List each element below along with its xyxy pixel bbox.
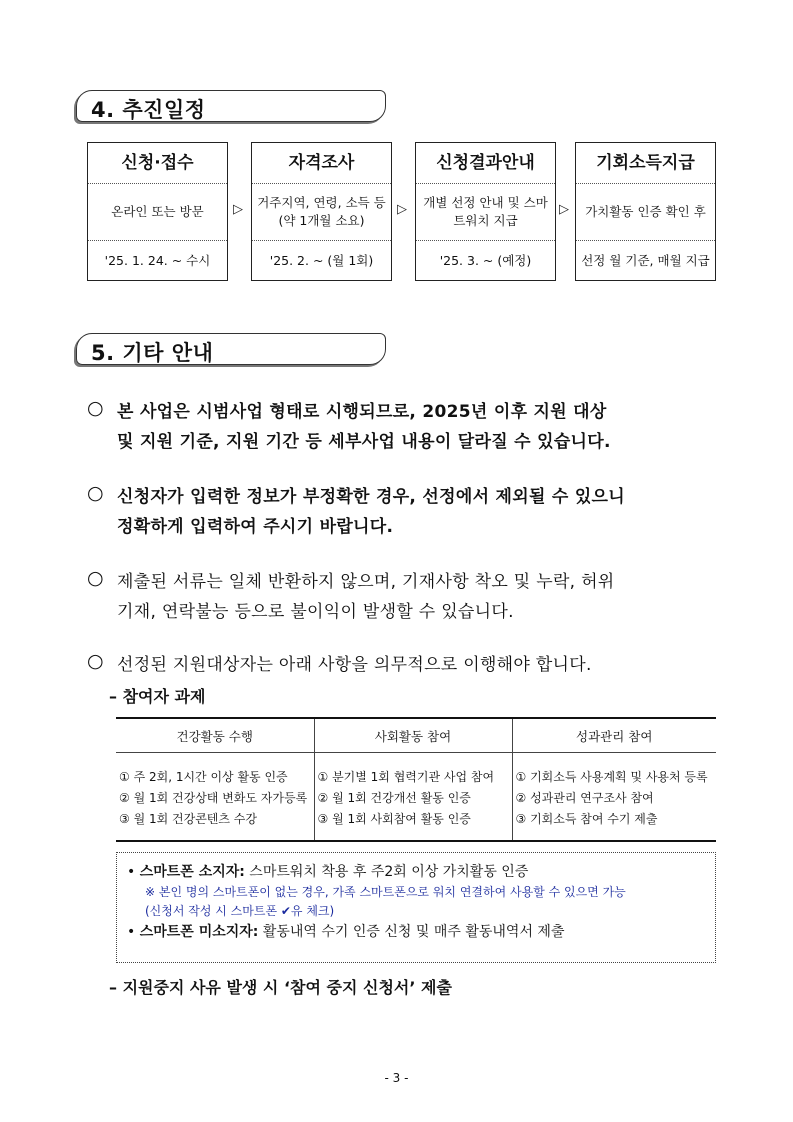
participant-task-table: [116, 717, 716, 842]
task-item: ① 주 2회, 1시간 이상 활동 인증: [119, 770, 288, 784]
notice-paragraph: [87, 397, 727, 457]
schedule-step-eligibility: [251, 142, 392, 281]
note-line: (신청서 작성 시 스마트폰 ✔유 체크): [145, 904, 335, 918]
task-item: ③ 월 1회 건강콘텐츠 수강: [119, 812, 257, 826]
step-title: 기회소득지급: [576, 143, 715, 184]
paragraph-line: 선정된 지원대상자는 아래 사항을 의무적으로 이행해야 합니다.: [117, 655, 592, 675]
owner-text: 스마트워치 착용 후 주2회 이상 가치활동 인증: [244, 864, 529, 880]
schedule-step-payment: [575, 142, 716, 281]
table-cell: [314, 753, 512, 842]
task-item: ① 기회소득 사용계획 및 사용처 등록: [515, 770, 708, 784]
task-item: ③ 기회소득 참여 수기 제출: [515, 812, 658, 826]
task-item: ② 성과관리 연구조사 참여: [515, 791, 654, 805]
owner-label: 스마트폰 소지자:: [139, 864, 245, 880]
paragraph-line: 및 지원 기준, 지원 기간 등 세부사업 내용이 달라질 수 있습니다.: [117, 432, 611, 452]
step-date: '25. 2. ~ (월 1회): [269, 253, 374, 268]
schedule-step-apply: [87, 142, 228, 281]
note-line: ※ 본인 명의 스마트폰이 없는 경우, 가족 스마트폰으로 워치 연결하여 사용할 수 있으면 가능: [145, 885, 626, 899]
section-4-header: [76, 90, 386, 122]
step-desc: 거주지역, 연령, 소득 등 (약 1개월 소요): [252, 184, 391, 241]
bullet-icon: •: [127, 864, 136, 880]
notice-paragraph: [87, 567, 727, 627]
nonowner-text: 활동내역 수기 인증 신청 및 매주 활동내역서 제출: [258, 924, 565, 940]
step-desc: 개별 선정 안내 및 스마트워치 지급: [416, 184, 555, 241]
table-header: 성과관리 참여: [512, 718, 716, 753]
bullet-icon: •: [127, 924, 136, 940]
paragraph-line: 정확하게 입력하여 주시기 바랍니다.: [117, 517, 394, 537]
table-cell: [512, 753, 716, 842]
flow-arrow-icon: ▷: [233, 202, 243, 217]
step-desc: 온라인 또는 방문: [88, 184, 227, 241]
section-4-title: 4. 추진일정: [91, 98, 206, 122]
page-number: - 3 -: [384, 1071, 409, 1085]
step-title: 신청·접수: [88, 143, 227, 184]
paragraph-line: 제출된 서류는 일체 반환하지 않으며, 기재사항 착오 및 누락, 허위: [117, 572, 615, 592]
nonowner-label: 스마트폰 미소지자:: [139, 924, 259, 940]
notice-paragraph: [87, 650, 727, 680]
flow-arrow-icon: ▷: [559, 202, 569, 217]
circle-bullet-icon: ○: [87, 482, 104, 504]
circle-bullet-icon: ○: [87, 650, 104, 672]
circle-bullet-icon: ○: [87, 567, 104, 589]
step-date: '25. 3. ~ (예정): [439, 253, 532, 268]
step-desc: 가치활동 인증 확인 후: [576, 184, 715, 241]
task-item: ② 월 1회 건강개선 활동 인증: [317, 791, 471, 805]
paragraph-line: 본 사업은 시범사업 형태로 시행되므로, 2025년 이후 지원 대상: [117, 402, 607, 422]
task-item: ② 월 1회 건강상태 변화도 자가등록: [119, 791, 308, 805]
task-item: ① 분기별 1회 협력기관 사업 참여: [317, 770, 495, 784]
step-title: 자격조사: [252, 143, 391, 184]
section-5-title: 5. 기타 안내: [91, 341, 214, 365]
section-5-header: [76, 333, 386, 365]
circle-bullet-icon: ○: [87, 397, 104, 419]
smartphone-notice-box: [116, 852, 716, 963]
table-header: 사회활동 참여: [314, 718, 512, 753]
schedule-step-result: [415, 142, 556, 281]
paragraph-line: 신청자가 입력한 정보가 부정확한 경우, 선정에서 제외될 수 있으니: [117, 487, 625, 507]
withdraw-line: – 지원중지 사유 발생 시 ‘참여 중지 신청서’ 제출: [109, 978, 452, 997]
table-cell: [116, 753, 314, 842]
owner-line: [127, 861, 705, 883]
step-date: 선정 월 기준, 매월 지급: [581, 253, 710, 268]
nonowner-line: [127, 921, 705, 943]
task-item: ③ 월 1회 사회참여 활동 인증: [317, 812, 471, 826]
tasks-heading: – 참여자 과제: [109, 687, 206, 706]
paragraph-line: 기재, 연락불능 등으로 불이익이 발생할 수 있습니다.: [117, 602, 514, 622]
table-header: 건강활동 수행: [116, 718, 314, 753]
notice-paragraph: [87, 482, 727, 542]
step-title: 신청결과안내: [416, 143, 555, 184]
flow-arrow-icon: ▷: [397, 202, 407, 217]
step-date: '25. 1. 24. ~ 수시: [104, 253, 211, 268]
